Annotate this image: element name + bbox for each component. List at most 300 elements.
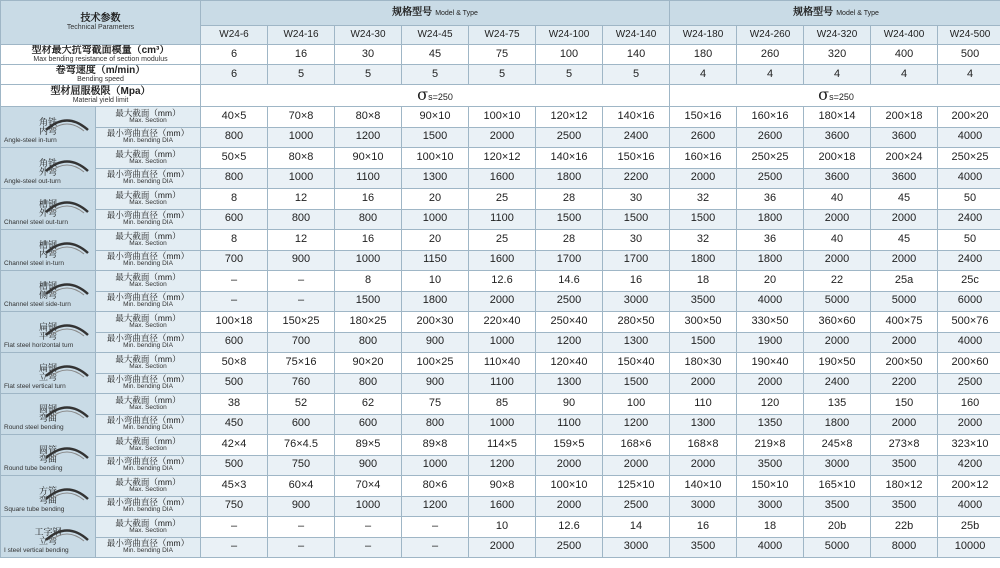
spec-value: 30	[603, 230, 670, 251]
category-name-line1: 圆钢	[38, 403, 57, 414]
category-cell	[1, 271, 96, 312]
spec-value: 2400	[804, 373, 871, 394]
category-cell	[1, 230, 96, 271]
param-value: 500	[938, 45, 1000, 65]
spec-value: 2500	[536, 291, 603, 312]
row-label-en: Min. bending DIA	[123, 506, 173, 514]
spec-value: 110	[670, 394, 737, 415]
param-value: 16	[268, 45, 335, 65]
spec-value: 3600	[871, 127, 938, 148]
spec-value: 190×40	[737, 353, 804, 374]
section-row	[1, 476, 1000, 497]
spec-value: 800	[268, 209, 335, 230]
category-name-line2: 外弯	[38, 167, 57, 177]
category-cell	[1, 312, 96, 353]
bent-profile-icon	[43, 523, 91, 543]
spec-value: 16	[335, 189, 402, 210]
spec-value: 89×5	[335, 435, 402, 456]
spec-value: 600	[201, 332, 268, 353]
section-row	[1, 189, 1000, 210]
spec-value: 150×40	[603, 353, 670, 374]
model-header-cell: W24-30	[335, 26, 402, 45]
row-label-zh: 最大截面（mm）	[115, 107, 181, 118]
bent-profile-icon	[43, 195, 91, 215]
spec-value: 100×10	[469, 107, 536, 128]
dia-row	[1, 168, 1000, 189]
spec-value: 20	[737, 271, 804, 292]
spec-value: 150×16	[603, 148, 670, 169]
spec-value: 100×10	[402, 148, 469, 169]
spec-value: 90×8	[469, 476, 536, 497]
spec-value: 2500	[536, 537, 603, 558]
section-row	[1, 517, 1000, 538]
spec-value: 3600	[871, 168, 938, 189]
spec-value: 800	[335, 332, 402, 353]
spec-value: –	[201, 271, 268, 292]
param-row	[1, 45, 1000, 65]
spec-value: –	[402, 537, 469, 558]
spec-value: 25a	[871, 271, 938, 292]
yield-value	[670, 85, 1000, 107]
spec-value: 120×40	[536, 353, 603, 374]
param-value: 5	[603, 65, 670, 85]
spec-value: 323×10	[938, 435, 1000, 456]
spec-value: –	[268, 517, 335, 538]
category-name-en: Round steel bending	[4, 424, 64, 432]
spec-value: 4000	[938, 127, 1000, 148]
spec-value: 180×12	[871, 476, 938, 497]
param-value: 140	[603, 45, 670, 65]
min-dia-label	[96, 332, 201, 353]
spec-value: 1200	[536, 332, 603, 353]
spec-value: 150×10	[737, 476, 804, 497]
spec-value: 1000	[268, 168, 335, 189]
section-row	[1, 271, 1000, 292]
spec-value: 2000	[670, 373, 737, 394]
dia-row	[1, 537, 1000, 558]
model-header-cell: W24-45	[402, 26, 469, 45]
spec-value: 2000	[804, 250, 871, 271]
spec-value: 3500	[670, 291, 737, 312]
row-label-en: Max. Section	[129, 116, 167, 124]
max-section-label	[96, 189, 201, 210]
category-name-line2: 侧弯	[38, 290, 57, 300]
spec-value: 168×8	[670, 435, 737, 456]
spec-value: 900	[402, 332, 469, 353]
category-name-line2: 弯曲	[38, 413, 57, 423]
row-label-zh: 最大截面（mm）	[115, 517, 181, 528]
category-name-en: I steel vertical bending	[4, 547, 69, 555]
spec-value: 160	[938, 394, 1000, 415]
max-section-label	[96, 107, 201, 128]
spec-value: 1000	[402, 455, 469, 476]
row-label-en: Max. Section	[129, 444, 167, 452]
category-name-line1: 圆管	[38, 444, 57, 455]
spec-value: 8	[335, 271, 402, 292]
spec-value: 90×10	[335, 148, 402, 169]
spec-value: 1000	[335, 496, 402, 517]
section-row	[1, 435, 1000, 456]
spec-value: 70×8	[268, 107, 335, 128]
spec-value: 25b	[938, 517, 1000, 538]
spec-value: 1800	[402, 291, 469, 312]
spec-value: –	[268, 271, 335, 292]
param-value: 180	[670, 45, 737, 65]
spec-value: 6000	[938, 291, 1000, 312]
row-label-zh: 最小弯曲直径（mm）	[106, 374, 190, 385]
spec-value: 140×10	[670, 476, 737, 497]
spec-value: 5000	[804, 537, 871, 558]
spec-value: 200×18	[804, 148, 871, 169]
dia-row	[1, 332, 1000, 353]
section-row	[1, 312, 1000, 333]
spec-value: 1800	[804, 414, 871, 435]
spec-value: 2000	[536, 455, 603, 476]
spec-value: 2000	[871, 209, 938, 230]
model-header-cell: W24-16	[268, 26, 335, 45]
max-section-label	[96, 353, 201, 374]
category-cell	[1, 394, 96, 435]
spec-value: 800	[335, 209, 402, 230]
spec-value: 10	[402, 271, 469, 292]
max-section-label	[96, 312, 201, 333]
spec-value: 2500	[737, 168, 804, 189]
spec-value: 20	[402, 230, 469, 251]
row-label-zh: 最小弯曲直径（mm）	[106, 538, 190, 549]
category-name-en: Round tube bending	[4, 465, 63, 473]
category-name-en: Channel steel side-turn	[4, 301, 71, 309]
row-label-en: Max. Section	[129, 157, 167, 165]
spec-value: 3500	[804, 496, 871, 517]
spec-value: 2000	[670, 455, 737, 476]
spec-value: 1200	[402, 496, 469, 517]
spec-value: 800	[335, 373, 402, 394]
model-header-cell: W24-140	[603, 26, 670, 45]
spec-value: 120×12	[536, 107, 603, 128]
spec-value: 89×8	[402, 435, 469, 456]
spec-value: 90×20	[335, 353, 402, 374]
spec-value: 40×5	[201, 107, 268, 128]
spec-value: 190×50	[804, 353, 871, 374]
param-value: 5	[268, 65, 335, 85]
param-label-en: Bending speed	[77, 76, 124, 84]
spec-value: 150×16	[670, 107, 737, 128]
spec-value: 18	[670, 271, 737, 292]
row-label-en: Max. Section	[129, 198, 167, 206]
param-value: 5	[469, 65, 536, 85]
category-name-line1: 角铁	[38, 157, 57, 168]
min-dia-label	[96, 496, 201, 517]
spec-value: 2200	[871, 373, 938, 394]
spec-value: 3500	[871, 496, 938, 517]
spec-value: 1200	[603, 414, 670, 435]
spec-value: 2200	[603, 168, 670, 189]
spec-value: 38	[201, 394, 268, 415]
spec-value: 450	[201, 414, 268, 435]
param-value: 4	[804, 65, 871, 85]
category-name-line1: 扁钢	[38, 321, 57, 332]
section-row	[1, 353, 1000, 374]
bent-profile-icon	[43, 359, 91, 379]
spec-value: 800	[201, 127, 268, 148]
spec-value: 10000	[938, 537, 1000, 558]
spec-value: 1500	[670, 332, 737, 353]
category-name-en: Channel steel out-turn	[4, 219, 68, 227]
spec-value: 32	[670, 230, 737, 251]
row-label-en: Min. bending DIA	[123, 342, 173, 350]
max-section-label	[96, 230, 201, 251]
spec-value: 18	[737, 517, 804, 538]
spec-value: 200×60	[938, 353, 1000, 374]
spec-value: 2000	[804, 332, 871, 353]
sigma-symbol: σ	[417, 85, 429, 105]
category-name-line2: 立弯	[38, 536, 57, 546]
spec-value: 1600	[469, 496, 536, 517]
param-value: 320	[804, 45, 871, 65]
spec-value: 360×60	[804, 312, 871, 333]
row-label-en: Max. Section	[129, 485, 167, 493]
spec-value: 1200	[335, 127, 402, 148]
spec-value: 76×4.5	[268, 435, 335, 456]
spec-value: 3000	[737, 496, 804, 517]
spec-value: 16	[670, 517, 737, 538]
row-label-zh: 最小弯曲直径（mm）	[106, 415, 190, 426]
spec-value: 12.6	[469, 271, 536, 292]
category-name-en: Channel steel in-turn	[4, 260, 64, 268]
dia-row	[1, 414, 1000, 435]
spec-value: 12	[268, 189, 335, 210]
spec-value: 25	[469, 230, 536, 251]
spec-value: 1600	[469, 250, 536, 271]
spec-value: 220×40	[469, 312, 536, 333]
spec-value: 1700	[603, 250, 670, 271]
spec-value: 140×16	[536, 148, 603, 169]
spec-value: 50×5	[201, 148, 268, 169]
param-value: 6	[201, 65, 268, 85]
spec-value: 1600	[469, 168, 536, 189]
spec-value: 14	[603, 517, 670, 538]
row-label-zh: 最小弯曲直径（mm）	[106, 210, 190, 221]
spec-value: 42×4	[201, 435, 268, 456]
row-label-en: Min. bending DIA	[123, 465, 173, 473]
category-name-en: Square tube bending	[4, 506, 65, 514]
spec-value: 250×40	[536, 312, 603, 333]
bent-profile-icon	[43, 236, 91, 256]
spec-value: 8	[201, 189, 268, 210]
min-dia-label	[96, 209, 201, 230]
spec-value: 2400	[938, 209, 1000, 230]
spec-value: 1800	[737, 209, 804, 230]
spec-value: 1000	[335, 250, 402, 271]
spec-value: 1000	[402, 209, 469, 230]
yield-label-en: Material yield limit	[72, 97, 129, 105]
category-name-line1: 工字钢	[34, 526, 62, 537]
row-label-en: Min. bending DIA	[123, 219, 173, 227]
spec-value: 1200	[469, 455, 536, 476]
spec-value: –	[268, 537, 335, 558]
row-label-zh: 最小弯曲直径（mm）	[106, 456, 190, 467]
category-cell	[1, 435, 96, 476]
model-group-2-header	[670, 1, 1000, 26]
model-header-cell: W24-180	[670, 26, 737, 45]
spec-value: 28	[536, 230, 603, 251]
spec-value: 3600	[804, 168, 871, 189]
category-cell	[1, 517, 96, 558]
model-group-1-en: Model & Type	[435, 10, 478, 18]
category-name-en: Angle-steel in-turn	[4, 137, 57, 145]
param-value: 6	[201, 45, 268, 65]
section-row	[1, 394, 1000, 415]
dia-row	[1, 250, 1000, 271]
category-name-line1: 角铁	[38, 116, 57, 127]
spec-value: 180×14	[804, 107, 871, 128]
spec-value: 1500	[402, 127, 469, 148]
param-value: 5	[335, 65, 402, 85]
model-header-cell: W24-500	[938, 26, 1000, 45]
sigma-subscript: s=250	[428, 92, 453, 103]
spec-value: 200×12	[938, 476, 1000, 497]
category-name-line2: 平弯	[38, 331, 57, 341]
spec-value: 4000	[938, 168, 1000, 189]
spec-value: 500	[201, 373, 268, 394]
spec-value: 100×25	[402, 353, 469, 374]
spec-value: 1350	[737, 414, 804, 435]
category-name-line2: 弯曲	[38, 495, 57, 505]
spec-value: 1700	[536, 250, 603, 271]
row-label-zh: 最大截面（mm）	[115, 312, 181, 323]
spec-value: 3000	[804, 455, 871, 476]
dia-row	[1, 127, 1000, 148]
category-cell	[1, 476, 96, 517]
model-header-cell: W24-6	[201, 26, 268, 45]
spec-value: 16	[603, 271, 670, 292]
spec-value: 2500	[603, 496, 670, 517]
row-label-zh: 最大截面（mm）	[115, 476, 181, 487]
spec-value: 800	[201, 168, 268, 189]
category-name-line2: 内弯	[38, 249, 57, 259]
spec-value: 700	[201, 250, 268, 271]
max-section-label	[96, 517, 201, 538]
row-label-en: Max. Section	[129, 362, 167, 370]
param-value: 100	[536, 45, 603, 65]
spec-value: 1000	[268, 127, 335, 148]
spec-value: 1100	[335, 168, 402, 189]
bent-profile-icon	[43, 441, 91, 461]
max-section-label	[96, 476, 201, 497]
section-row	[1, 148, 1000, 169]
spec-value: –	[402, 517, 469, 538]
param-label-zh: 卷弯速度（m/min）	[55, 64, 146, 76]
bent-profile-icon	[43, 277, 91, 297]
spec-value: 60×4	[268, 476, 335, 497]
spec-value: 2000	[804, 209, 871, 230]
spec-value: 110×40	[469, 353, 536, 374]
param-label-zh: 型材最大抗弯截面模量（cm³）	[31, 44, 170, 56]
spec-value: 300×50	[670, 312, 737, 333]
min-dia-label	[96, 537, 201, 558]
param-value: 30	[335, 45, 402, 65]
spec-value: 1300	[670, 414, 737, 435]
spec-value: 120×12	[469, 148, 536, 169]
spec-value: 80×6	[402, 476, 469, 497]
spec-value: 1100	[536, 414, 603, 435]
spec-value: 160×16	[670, 148, 737, 169]
spec-value: 52	[268, 394, 335, 415]
spec-value: 500×76	[938, 312, 1000, 333]
spec-value: 100	[603, 394, 670, 415]
min-dia-label	[96, 373, 201, 394]
model-group-1-zh: 规格型号	[392, 7, 433, 19]
row-label-zh: 最大截面（mm）	[115, 189, 181, 200]
spec-value: 1500	[603, 373, 670, 394]
yield-row	[1, 85, 1000, 107]
spec-value: 1000	[469, 414, 536, 435]
spec-value: –	[201, 291, 268, 312]
min-dia-label	[96, 250, 201, 271]
model-header-cell: W24-260	[737, 26, 804, 45]
spec-value: 62	[335, 394, 402, 415]
category-cell	[1, 353, 96, 394]
spec-value: 400×75	[871, 312, 938, 333]
max-section-label	[96, 271, 201, 292]
spec-value: 2000	[871, 250, 938, 271]
spec-value: 2000	[871, 332, 938, 353]
max-section-label	[96, 148, 201, 169]
param-label	[1, 45, 201, 65]
row-label-en: Max. Section	[129, 321, 167, 329]
spec-value: 250×25	[938, 148, 1000, 169]
spec-value: 20	[402, 189, 469, 210]
bent-profile-icon	[43, 482, 91, 502]
spec-value: 2500	[938, 373, 1000, 394]
row-label-zh: 最小弯曲直径（mm）	[106, 128, 190, 139]
spec-value: 2000	[469, 291, 536, 312]
spec-value: –	[335, 537, 402, 558]
spec-value: 200×18	[871, 107, 938, 128]
spec-value: 70×4	[335, 476, 402, 497]
spec-value: 1500	[536, 209, 603, 230]
row-label-zh: 最小弯曲直径（mm）	[106, 333, 190, 344]
model-header-cell: W24-320	[804, 26, 871, 45]
row-label-en: Max. Section	[129, 403, 167, 411]
spec-value: 5000	[871, 291, 938, 312]
spec-value: 45	[871, 230, 938, 251]
category-name-line1: 槽钢	[38, 280, 57, 291]
spec-value: 200×20	[938, 107, 1000, 128]
spec-value: 600	[201, 209, 268, 230]
param-value: 260	[737, 45, 804, 65]
spec-value: 114×5	[469, 435, 536, 456]
spec-value: 4000	[938, 496, 1000, 517]
spec-value: 273×8	[871, 435, 938, 456]
category-name-line2: 外弯	[38, 208, 57, 218]
spec-value: 80×8	[268, 148, 335, 169]
bent-profile-icon	[43, 318, 91, 338]
dia-row	[1, 496, 1000, 517]
spec-value: 1800	[536, 168, 603, 189]
row-label-en: Min. bending DIA	[123, 547, 173, 555]
spec-value: 16	[335, 230, 402, 251]
spec-value: 3500	[871, 455, 938, 476]
spec-value: 330×50	[737, 312, 804, 333]
yield-label-zh: 型材屈服极限（Mpa）	[50, 85, 151, 97]
dia-row	[1, 455, 1000, 476]
spec-value: 85	[469, 394, 536, 415]
dia-row	[1, 291, 1000, 312]
spec-value: 1800	[737, 250, 804, 271]
spec-value: 159×5	[536, 435, 603, 456]
spec-value: 3500	[737, 455, 804, 476]
